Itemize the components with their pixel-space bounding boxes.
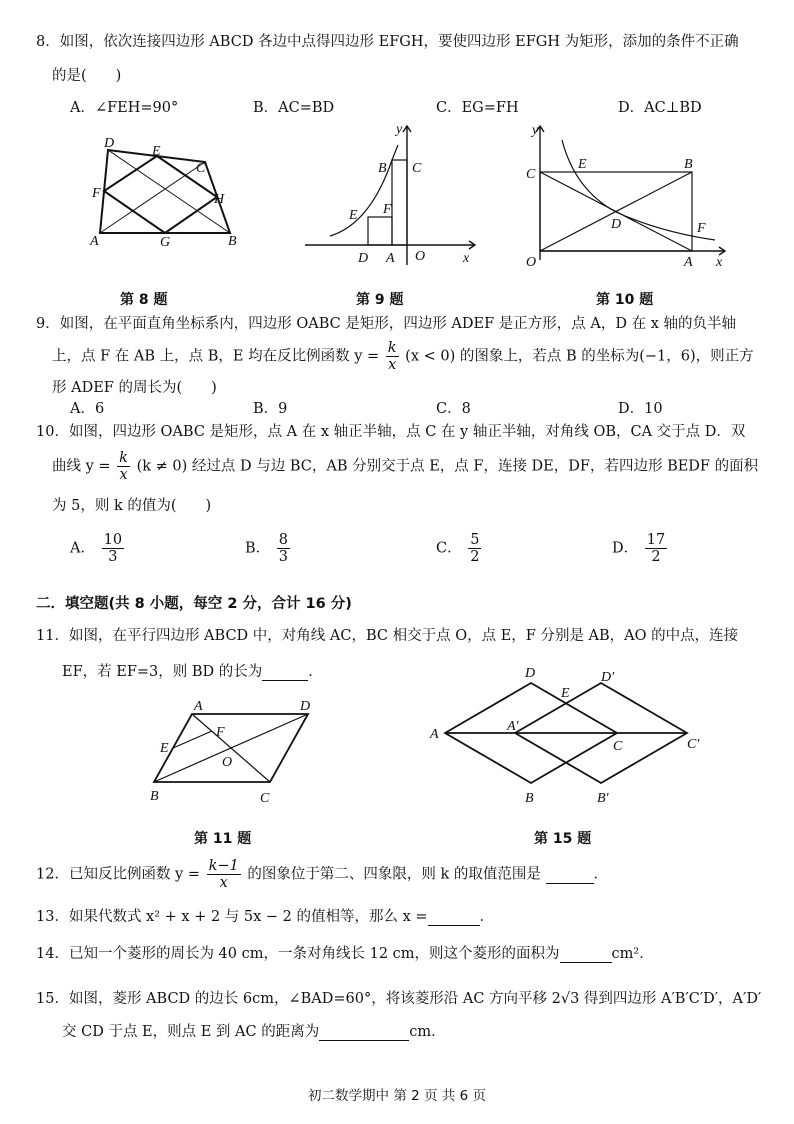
fig10-label-f: F <box>697 221 706 236</box>
fig9-label-f: F <box>383 202 392 217</box>
fig8-label-b: B <box>228 234 237 249</box>
fig9-label-b: B <box>378 161 387 176</box>
fig10-label-c: C <box>526 167 536 182</box>
q14-answer-blank[interactable] <box>560 946 612 963</box>
caption-fig15: 第 15 题 <box>534 831 592 847</box>
fig11-label-a: A <box>194 699 203 714</box>
figure-q8 <box>80 135 250 255</box>
q13-end: ． <box>479 909 495 925</box>
figure-q15 <box>425 660 715 810</box>
q15-line2-post: cm． <box>409 1024 446 1040</box>
fig11-label-f: F <box>216 725 225 740</box>
q10-stem-line1: 10．如图，四边形 OABC 是矩形，点 A 在 x 轴正半轴，点 C 在 y 轴正半轴，对角线 OB，CA 交于点 D．双 <box>36 424 746 440</box>
section-heading-fill-in: 二．填空题(共 8 小题，每空 2 分，合计 16 分) <box>36 596 352 612</box>
q11-stem-line1: 11．如图，在平行四边形 ABCD 中，对角线 AC，BC 相交于点 O，点 E，F 分别是 AB，AO 的中点，连接 <box>36 628 739 644</box>
caption-fig10: 第 10 题 <box>596 292 654 308</box>
fig8-label-e: E <box>152 144 161 159</box>
figure-q9 <box>300 120 490 270</box>
q8-option-b: B．AC=BD <box>253 100 335 116</box>
figure-q11 <box>140 692 325 810</box>
fig15-label-a: A <box>430 727 439 742</box>
q12-frac-den: x <box>219 875 228 891</box>
q8-option-c: C．EG=FH <box>436 100 519 116</box>
q14-pre: 14．已知一个菱形的周长为 40 cm，一条对角线长 12 cm，则这个菱形的面积为 <box>36 946 560 962</box>
q12-end: ． <box>593 866 609 883</box>
fig10-label-o: O <box>526 255 537 270</box>
q10-stem-line3: 为 5，则 k 的值为( ) <box>52 498 212 514</box>
q8-option-d: D．AC⊥BD <box>618 100 702 116</box>
q12-post: 的图象位于第二、四象限，则 k 的取值范围是 <box>247 866 541 883</box>
fig9-label-a: A <box>386 251 395 266</box>
q10-line2-pre: 曲线 y = <box>52 458 111 475</box>
q10-option-c <box>436 532 483 565</box>
q10-option-c-frac <box>468 532 481 565</box>
fig8-label-a: A <box>90 234 99 249</box>
q11-stem-line2 <box>62 660 323 681</box>
fig15-label-e: E <box>561 686 570 701</box>
fig10-label-x: x <box>716 255 723 270</box>
caption-fig8: 第 8 题 <box>120 292 168 308</box>
fig8-label-h: H <box>214 192 225 207</box>
fig8-label-f: F <box>92 186 101 201</box>
q10-stem-line2 <box>52 450 758 483</box>
q14-stem <box>36 942 654 963</box>
q9-option-c: C．8 <box>436 401 471 417</box>
q9-option-d: D．10 <box>618 401 663 417</box>
q10-frac-num: k <box>119 450 128 466</box>
fig11-label-c: C <box>260 791 270 806</box>
fig11-label-e: E <box>160 741 169 756</box>
fig10-label-a: A <box>684 255 693 270</box>
q8-stem-line2: 的是( ) <box>52 68 122 84</box>
q8-option-a: A．∠FEH=90° <box>70 100 179 116</box>
fig15-label-b: B <box>525 791 534 806</box>
q11-answer-blank[interactable] <box>262 664 308 681</box>
fig9-label-o: O <box>415 249 426 264</box>
q9-option-b: B．9 <box>253 401 288 417</box>
fig9-label-c: C <box>412 161 422 176</box>
q10-option-b-label: B． <box>245 540 271 557</box>
q10-option-d-den: 2 <box>651 549 661 565</box>
q13-answer-blank[interactable] <box>428 909 480 926</box>
q10-option-a <box>70 532 126 565</box>
fig11-label-b: B <box>150 789 159 804</box>
q9-line2-post: (x < 0) 的图象上，若点 B 的坐标为(−1，6)，则正方 <box>405 348 754 365</box>
q12-stem <box>36 858 608 891</box>
q11-line2-pre: EF，若 EF=3，则 BD 的长为 <box>62 664 263 680</box>
fig11-label-o: O <box>222 755 233 770</box>
fig11-label-d: D <box>300 699 311 714</box>
q10-option-b-den: 3 <box>278 549 288 565</box>
caption-fig11: 第 11 题 <box>194 831 252 847</box>
q12-fraction <box>207 858 241 891</box>
fig8-label-c: C <box>196 161 206 176</box>
q12-answer-blank[interactable] <box>546 867 594 884</box>
fig9-label-x: x <box>463 251 470 266</box>
q10-option-a-label: A． <box>70 540 95 557</box>
q15-stem-line1: 15．如图，菱形 ABCD 的边长 6cm，∠BAD=60°，将该菱形沿 AC 方向平移 2√3 得到四边形 A′B′C′D′，A′D′ <box>36 991 762 1007</box>
q13-stem <box>36 905 494 926</box>
q9-frac-den: x <box>388 357 397 373</box>
fig10-label-y: y <box>532 123 539 138</box>
fig15-label-b-prime: B′ <box>597 791 609 806</box>
figure-q10 <box>520 120 730 270</box>
q13-pre: 13．如果代数式 x² + x + 2 与 5x − 2 的值相等，那么 x = <box>36 909 428 925</box>
q12-frac-num: k−1 <box>208 858 239 874</box>
q10-frac-den: x <box>119 467 128 483</box>
fig15-label-c: C <box>613 739 623 754</box>
q10-option-a-den: 3 <box>108 549 118 565</box>
fig10-label-d: D <box>611 217 622 232</box>
q10-option-a-frac <box>102 532 124 565</box>
q10-option-b <box>245 532 292 565</box>
q15-line2-pre: 交 CD 于点 E，则点 E 到 AC 的距离为 <box>62 1024 320 1040</box>
q9-line2-pre: 上，点 F 在 AB 上，点 B，E 均在反比例函数 y = <box>52 348 380 365</box>
q10-line2-post: (k ≠ 0) 经过点 D 与边 BC，AB 分别交于点 E，点 F，连接 DE，DF，若四边形 BEDF 的面积 <box>136 458 759 475</box>
q9-frac-num: k <box>387 340 397 356</box>
fig10-label-b: B <box>684 157 693 172</box>
q10-fraction <box>117 450 130 483</box>
q15-stem-line2 <box>62 1020 446 1041</box>
fig8-label-g: G <box>160 235 171 250</box>
page-footer: 初二数学期中 第 2 页 共 6 页 <box>308 1088 486 1104</box>
q10-option-b-num: 8 <box>278 532 288 548</box>
q9-stem-line2 <box>52 340 754 373</box>
q10-option-c-num: 5 <box>470 532 480 548</box>
q10-option-d <box>612 532 669 565</box>
q10-option-d-label: D． <box>612 540 639 557</box>
q15-answer-blank[interactable] <box>319 1024 409 1041</box>
q10-option-c-label: C． <box>436 540 462 557</box>
fig15-label-d-prime: D′ <box>601 670 615 685</box>
fig15-label-c-prime: C′ <box>687 737 700 752</box>
caption-fig9: 第 9 题 <box>356 292 404 308</box>
q12-pre: 12．已知反比例函数 y = <box>36 866 201 883</box>
fig9-label-e: E <box>349 208 358 223</box>
q9-fraction <box>386 340 399 373</box>
q10-option-c-den: 2 <box>470 549 480 565</box>
q9-option-a: A．6 <box>70 401 105 417</box>
fig9-label-d: D <box>358 251 369 266</box>
q10-option-d-num: 17 <box>646 532 666 548</box>
fig8-label-d: D <box>104 136 115 151</box>
fig15-label-d: D <box>525 666 536 681</box>
q14-end: cm²． <box>611 946 654 962</box>
fig9-label-y: y <box>396 122 403 137</box>
q9-stem-line3: 形 ADEF 的周长为( ) <box>52 380 217 396</box>
q10-option-d-frac <box>645 532 667 565</box>
q11-line2-post: ． <box>308 664 323 680</box>
q8-stem-line1: 8．如图，依次连接四边形 ABCD 各边中点得四边形 EFGH，要使四边形 EFGH 为矩形，添加的条件不正确 <box>36 34 739 50</box>
fig10-label-e: E <box>578 157 587 172</box>
q10-option-b-frac <box>277 532 290 565</box>
q10-option-a-num: 10 <box>103 532 123 548</box>
fig15-label-a-prime: A′ <box>507 719 519 734</box>
q9-stem-line1: 9．如图，在平面直角坐标系内，四边形 OABC 是矩形，四边形 ADEF 是正方形，点 A，D 在 x 轴的负半轴 <box>36 316 736 332</box>
